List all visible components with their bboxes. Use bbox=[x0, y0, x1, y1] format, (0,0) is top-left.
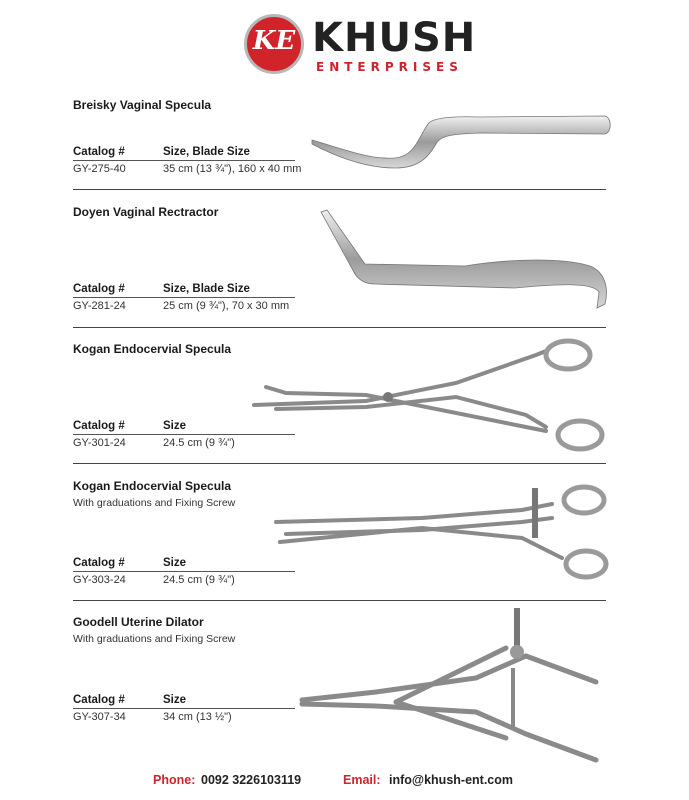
size-value: 35 cm (13 ¾"), 160 x 40 mm bbox=[163, 163, 302, 175]
catalog-number: GY-303-24 bbox=[73, 574, 126, 586]
endocervical-speculum-screw-image bbox=[262, 478, 614, 588]
product-title: Kogan Endocervial Specula bbox=[73, 479, 232, 493]
catalog-header: Catalog # bbox=[73, 694, 125, 706]
company-name: KHUSH bbox=[312, 15, 477, 61]
size-header: Size, Blade Size bbox=[163, 146, 250, 158]
size-value: 24.5 cm (9 ¾") bbox=[163, 437, 235, 449]
email-label: Email: bbox=[343, 773, 381, 787]
email-link[interactable]: info@khush-ent.com bbox=[389, 773, 513, 787]
company-subtitle: ENTERPRISES bbox=[316, 60, 463, 74]
size-header: Size, Blade Size bbox=[163, 283, 250, 295]
phone-number[interactable]: 0092 3226103119 bbox=[201, 773, 302, 787]
size-value: 34 cm (13 ½") bbox=[163, 711, 232, 723]
header-rule bbox=[73, 297, 295, 298]
catalog-header: Catalog # bbox=[73, 557, 125, 569]
catalog-number: GY-275-40 bbox=[73, 163, 126, 175]
size-header: Size bbox=[163, 557, 187, 569]
product-title: Goodell Uterine Dilator bbox=[73, 615, 204, 629]
catalog-header: Catalog # bbox=[73, 146, 125, 158]
catalog-number: GY-307-34 bbox=[73, 711, 126, 723]
size-value: 24.5 cm (9 ¾") bbox=[163, 574, 235, 586]
catalog-header: Catalog # bbox=[73, 283, 125, 295]
catalog-number: GY-301-24 bbox=[73, 437, 126, 449]
product-subtitle: With graduations and Fixing Screw bbox=[73, 497, 236, 509]
size-header: Size bbox=[163, 420, 187, 432]
vaginal-retractor-image bbox=[315, 208, 615, 313]
phone-label: Phone: bbox=[153, 773, 196, 787]
section-divider bbox=[73, 327, 606, 328]
size-header: Size bbox=[163, 694, 187, 706]
product-title: Doyen Vaginal Rectractor bbox=[73, 205, 219, 219]
uterine-dilator-image bbox=[296, 608, 612, 768]
product-title: Breisky Vaginal Specula bbox=[73, 98, 212, 112]
header-rule bbox=[73, 160, 295, 161]
catalog-header: Catalog # bbox=[73, 420, 125, 432]
endocervical-speculum-image bbox=[246, 335, 616, 455]
catalog-number: GY-281-24 bbox=[73, 300, 126, 312]
section-divider bbox=[73, 463, 606, 464]
vaginal-speculum-image bbox=[300, 108, 615, 178]
size-value: 25 cm (9 ¾"), 70 x 30 mm bbox=[163, 300, 290, 312]
company-logo bbox=[244, 14, 477, 78]
section-divider bbox=[73, 600, 606, 601]
product-title: Kogan Endocervial Specula bbox=[73, 342, 232, 356]
product-subtitle: With graduations and Fixing Screw bbox=[73, 633, 236, 645]
logo-monogram: KE bbox=[252, 26, 296, 56]
header-rule bbox=[73, 708, 295, 709]
section-divider bbox=[73, 189, 606, 190]
